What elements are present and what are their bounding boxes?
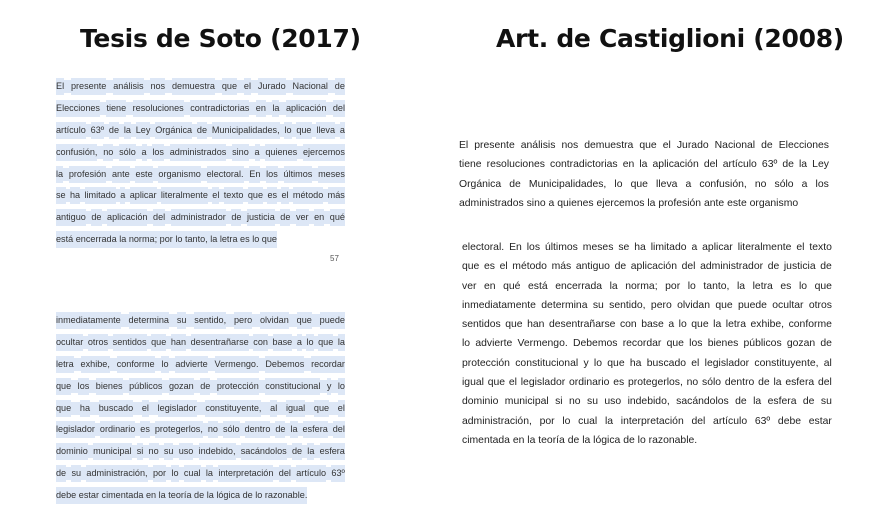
text-line: igual que el legislador ordinario es protegerlos, no sólo dentro de la esfera del	[462, 377, 832, 389]
text-line: ocultar otros sentidos que han desentrañarse con base a lo que la	[56, 332, 345, 354]
left-page-paragraph-top	[56, 76, 345, 250]
text-line: dominio municipal si no su uso indebido, sacándolos de la esfera de su	[462, 396, 832, 408]
heading-right: Art. de Castiglioni (2008)	[496, 24, 844, 53]
text-line: electoral. En los últimos meses se ha limitado a aplicar literalmente el texto	[462, 242, 832, 253]
heading-left: Tesis de Soto (2017)	[80, 24, 361, 53]
right-page-paragraph-top	[459, 136, 829, 213]
text-line: El presente análisis nos demuestra que el Jurado Nacional de	[56, 76, 345, 98]
text-line: administración, por lo cual la interpretación del artículo 63º debe estar	[462, 415, 832, 427]
right-page-paragraph-bottom	[462, 238, 832, 450]
text-line: sentidos que han desentrañarse con base a lo que la letra exhibe, conforme	[462, 319, 832, 331]
text-line: lo advierte Vermengo. Debemos recordar que los bienes públicos gozan de	[462, 338, 832, 350]
left-page-paragraph-bottom	[56, 310, 345, 506]
text-line: ver en qué está encerrada la norma; por lo tanto, la letra es lo que	[462, 280, 832, 292]
text-line: administrados sino a quienes ejercemos la profesión ante este organismo	[459, 197, 799, 209]
text-line: cimentada en la teoría de la lógica de lo razonable.	[462, 434, 698, 446]
text-line: Elecciones tiene resoluciones contradictorias en la aplicación del	[56, 98, 345, 120]
text-line: se ha limitado a aplicar literalmente el texto que es el método más	[56, 185, 345, 207]
text-line: antiguo de aplicación del administrador de justicia de ver en qué	[56, 207, 345, 229]
text-line: de su administración, por lo cual la interpretación del artículo 63º	[56, 463, 345, 485]
text-line: que ha buscado el legislador constituyente, al igual que el	[56, 397, 345, 419]
text-line: debe estar cimentada en la teoría de la lógica de lo razonable.	[56, 484, 345, 506]
text-line: legislador ordinario es protegerlos, no sólo dentro de la esfera del	[56, 419, 345, 441]
text-line: dominio municipal si no su uso indebido, sacándolos de la esfera	[56, 441, 345, 463]
text-line: la profesión ante este organismo electoral. En los últimos meses	[56, 163, 345, 185]
text-line: que los bienes públicos gozan de protección constitucional y lo	[56, 375, 345, 397]
text-line: artículo 63º de la Ley Orgánica de Municipalidades, lo que lleva a	[56, 120, 345, 142]
text-line: El presente análisis nos demuestra que el Jurado Nacional de Elecciones	[459, 140, 829, 151]
text-line: está encerrada la norma; por lo tanto, la letra es lo que	[56, 229, 345, 251]
text-line: tiene resoluciones contradictorias en la aplicación del artículo 63º de la Ley	[459, 159, 829, 171]
text-line: inmediatamente determina su sentido, pero olvidan que puede ocultar otros	[462, 299, 832, 311]
text-line: confusión, no sólo a los administrados sino a quienes ejercemos	[56, 141, 345, 163]
text-line: Orgánica de Municipalidades, lo que lleva a confusión, no sólo a los	[459, 178, 829, 190]
text-line: letra exhibe, conforme lo advierte Vermengo. Debemos recordar	[56, 354, 345, 376]
text-line: protección constitucional y lo que ha buscado el legislador constituyente, al	[462, 357, 832, 369]
text-line: inmediatamente determina su sentido, pero olvidan que puede	[56, 310, 345, 332]
text-line: que es el método más antiguo de aplicación del administrador de justicia de	[462, 261, 832, 273]
page-number: 57	[330, 254, 339, 263]
